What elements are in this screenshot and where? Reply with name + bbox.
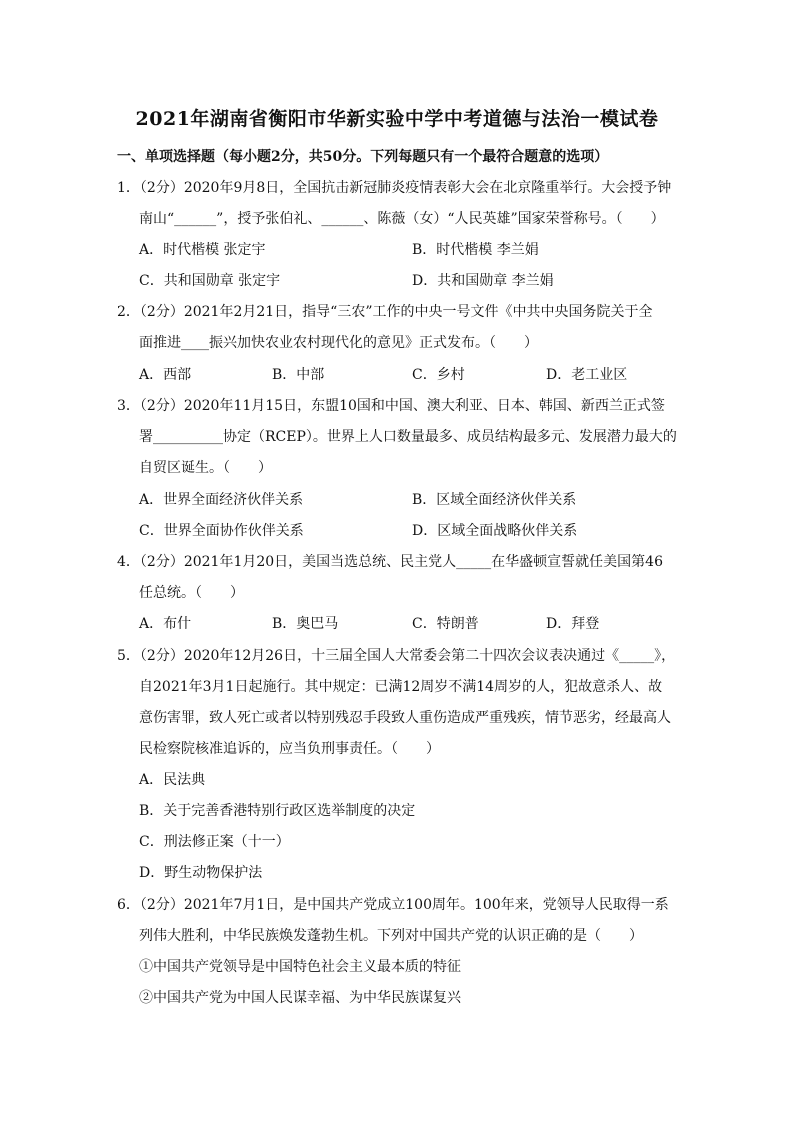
question-1-line-2: 南山“______”，授予张伯礼、______、陈薇（女）“人民英雄”国家荣誉称号。（ ）	[139, 211, 665, 227]
question-5-option-b: B．关于完善香港特别行政区选举制度的决定	[139, 803, 416, 819]
question-2-option-a: A．西部	[139, 367, 192, 383]
question-5-line-2: 自2021年3月1日起施行。其中规定：已满12周岁不满14周岁的人，犯故意杀人、故	[139, 679, 663, 695]
question-3-line-3: 自贸区诞生。（ ）	[139, 460, 272, 476]
question-1-line-1: 1．（2分）2020年9月8日，全国抗击新冠肺炎疫情表彰大会在北京隆重举行。大会授予钟	[117, 180, 672, 196]
question-4-option-c: C．特朗普	[412, 616, 479, 632]
question-4-option-a: A．布什	[139, 616, 192, 632]
question-2-line-1: 2．（2分）2021年2月21日，指导“三农”工作的中央一号文件《中共中央国务院关于全	[117, 304, 653, 320]
question-3-option-d: D．区域全面战略伙伴关系	[412, 523, 578, 539]
question-5-option-a: A．民法典	[139, 772, 206, 788]
question-3-option-a: A．世界全面经济伙伴关系	[139, 492, 304, 508]
question-5-option-c: C．刑法修正案（十一）	[139, 834, 290, 850]
question-5-line-3: 意伤害罪，致人死亡或者以特别残忍手段致人重伤造成严重残疾，情节恶劣，经最高人	[139, 710, 671, 726]
question-2-line-2: 面推进____振兴加快农业农村现代化的意见》正式发布。（ ）	[139, 335, 538, 351]
question-3-option-b: B．区域全面经济伙伴关系	[412, 492, 577, 508]
question-1-option-b: B．时代楷模 李兰娟	[412, 242, 539, 258]
question-6-line-2: 列伟大胜利，中华民族焕发蓬勃生机。下列对中国共产党的认识正确的是（ ）	[139, 928, 643, 944]
question-4-option-b: B．奥巴马	[272, 616, 339, 632]
question-6-line-1: 6．（2分）2021年7月1日，是中国共产党成立100周年。100年来，党领导人民取得一系	[117, 897, 669, 913]
question-5-line-1: 5．（2分）2020年12月26日，十三届全国人大常委会第二十四次会议表决通过《_____》，	[117, 648, 676, 664]
question-5-line-4: 民检察院核准追诉的，应当负刑事责任。（ ）	[139, 741, 440, 757]
question-4-line-1: 4．（2分）2021年1月20日，美国当选总统、民主党人_____在华盛顿宣誓就任美国第46	[117, 554, 663, 570]
question-1-option-c: C．共和国勋章 张定宇	[139, 273, 281, 289]
question-5-option-d: D．野生动物保护法	[139, 865, 263, 881]
exam-title: 2021年湖南省衡阳市华新实验中学中考道德与法治一模试卷	[135, 108, 659, 130]
question-3-line-2: 署__________协定（RCEP）。世界上人口数量最多、成员结构最多元、发展潜力最大的	[139, 429, 677, 445]
question-2-option-d: D．老工业区	[546, 367, 628, 383]
question-2-option-c: C．乡村	[412, 367, 465, 383]
question-4-option-d: D．拜登	[546, 616, 600, 632]
question-6-statement-1: ①中国共产党领导是中国特色社会主义最本质的特征	[139, 959, 461, 975]
question-3-option-c: C．世界全面协作伙伴关系	[139, 523, 304, 539]
question-6-statement-2: ②中国共产党为中国人民谋幸福、为中华民族谋复兴	[139, 990, 461, 1006]
section-header: 一、单项选择题（每小题2分，共50分。下列每题只有一个最符合题意的选项）	[117, 149, 609, 165]
question-1-option-a: A．时代楷模 张定宇	[139, 242, 266, 258]
question-2-option-b: B．中部	[272, 367, 325, 383]
question-4-line-2: 任总统。（ ）	[139, 585, 244, 601]
question-3-line-1: 3．（2分）2020年11月15日，东盟10国和中国、澳大利亚、日本、韩国、新西兰正式签	[117, 398, 665, 414]
question-1-option-d: D．共和国勋章 李兰娟	[412, 273, 554, 289]
